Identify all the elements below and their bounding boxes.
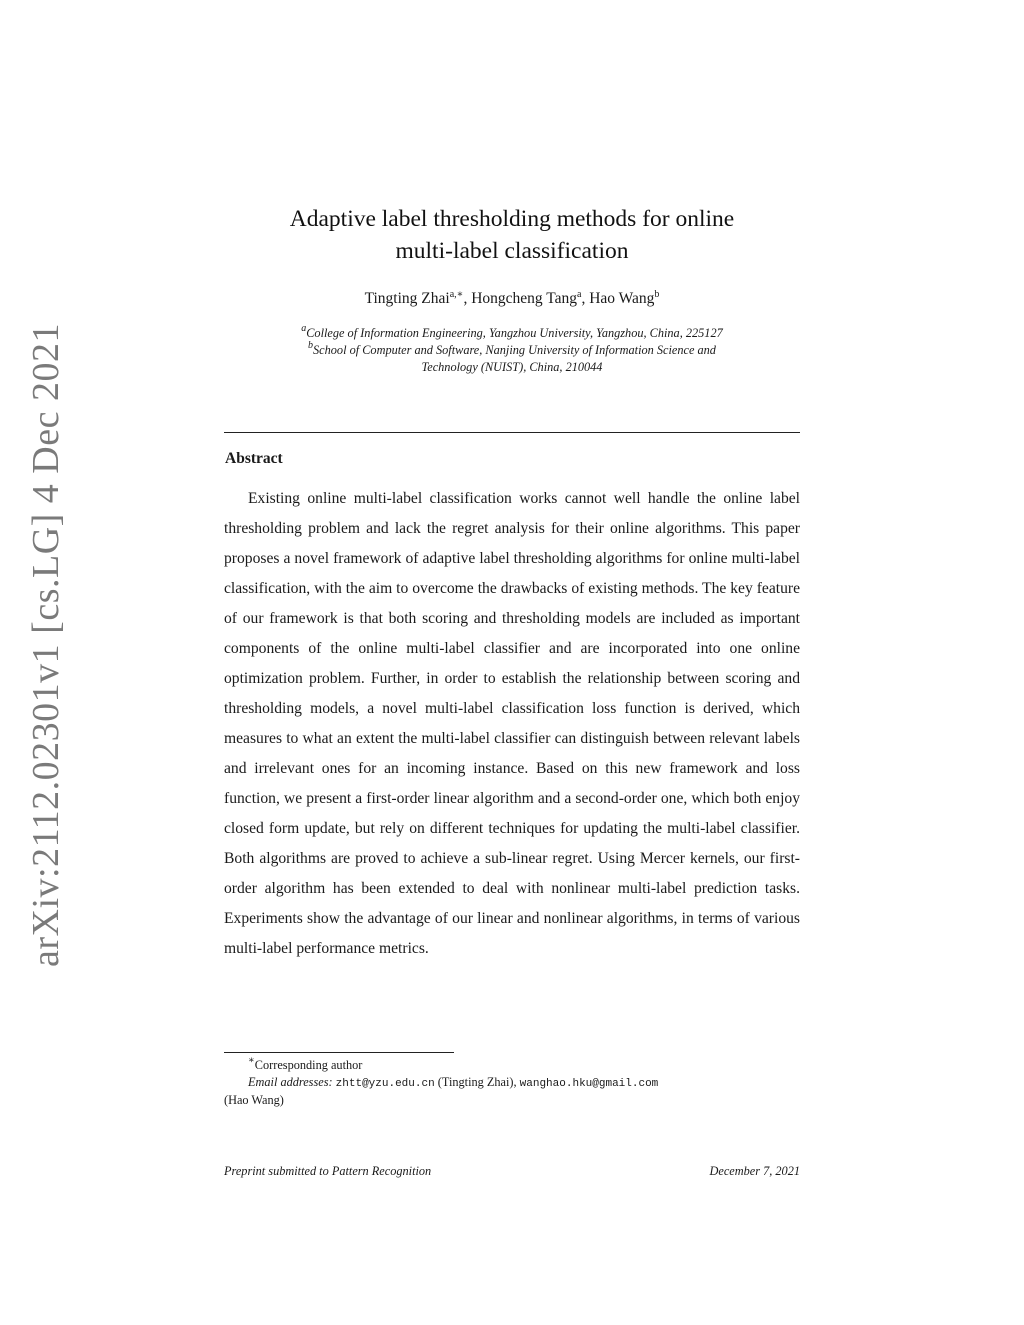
author-name: Tingting Zhai	[364, 290, 450, 307]
footnote	[224, 1057, 800, 1109]
author-name: Hao Wang	[589, 290, 655, 307]
email-link-2[interactable]: wanghao.hku@gmail.com	[519, 1077, 659, 1090]
preprint-note: Preprint submitted to Pattern Recognition	[224, 1164, 432, 1178]
affiliation-mark: a	[301, 323, 307, 334]
footnote-corresponding	[224, 1057, 800, 1074]
affiliation-text: School of Computer and Software, Nanjing University of Information Science and	[313, 343, 716, 357]
footnote-mark: ∗	[248, 1055, 255, 1066]
paper-title	[0, 203, 1024, 267]
affiliation-text: College of Information Engineering, Yangzhou University, Yangzhou, China, 225127	[306, 326, 723, 340]
author-separator: ,	[581, 290, 590, 307]
affiliation-mark: b	[308, 340, 314, 351]
author-separator: ,	[463, 290, 472, 307]
arxiv-identifier: arXiv:2112.02301v1 [cs.LG] 4 Dec 2021	[25, 323, 67, 967]
email-owner-1: (Tingting Zhai),	[437, 1074, 517, 1089]
title-line-2: multi-label classification	[395, 238, 629, 264]
author-affil-mark: a,∗	[449, 289, 464, 300]
author-affil-mark: b	[654, 289, 660, 300]
affiliation-a	[0, 325, 1024, 342]
affiliations	[0, 325, 1024, 376]
abstract-heading: Abstract	[225, 450, 283, 467]
title-line-1: Adaptive label thresholding methods for online	[289, 206, 735, 232]
abstract-top-rule	[224, 432, 800, 433]
author-affil-mark: a	[577, 289, 582, 300]
affiliation-b	[0, 342, 1024, 359]
email-link-1[interactable]: zhtt@yzu.edu.cn	[335, 1077, 435, 1090]
author-list	[0, 288, 1024, 310]
abstract-body: Existing online multi-label classification works cannot well handle the online label thresholding problem and lack the regret analysis for their online algorithms. This paper proposes a novel framework of adaptive label thresholding algorithms for online multi-label classification, with the aim to overcome the drawbacks of existing methods. The key feature of our framework is that both scoring and thresholding models are included as important components of the online multi-label classifier and are incorporated into one online optimization problem. Further, in order to establish the relationship between scoring and thresholding models, a novel multi-label classification loss function is derived, which measures to what an extent the multi-label classifier can distinguish between relevant labels and irrelevant ones for an incoming instance. Based on this new framework and loss function, we present a first-order linear algorithm and a second-order one, which both enjoy closed form update, but rely on different techniques for updating the multi-label classifier. Both algorithms are proved to achieve a sub-linear regret. Using Mercer kernels, our first-order algorithm has been extended to deal with nonlinear multi-label prediction tasks. Experiments show the advantage of our linear and nonlinear algorithms, in terms of various multi-label performance metrics.	[224, 490, 800, 957]
footnote-email-owner-2: (Hao Wang)	[224, 1093, 284, 1107]
author-name: Hongcheng Tang	[471, 290, 578, 307]
footnote-rule	[224, 1052, 454, 1053]
email-label: Email addresses:	[248, 1074, 333, 1089]
footnote-emails	[224, 1074, 800, 1093]
footnote-corresponding-text: Corresponding author	[254, 1058, 363, 1072]
affiliation-b-continued: Technology (NUIST), China, 210044	[421, 360, 603, 374]
preprint-date: December 7, 2021	[709, 1164, 800, 1178]
